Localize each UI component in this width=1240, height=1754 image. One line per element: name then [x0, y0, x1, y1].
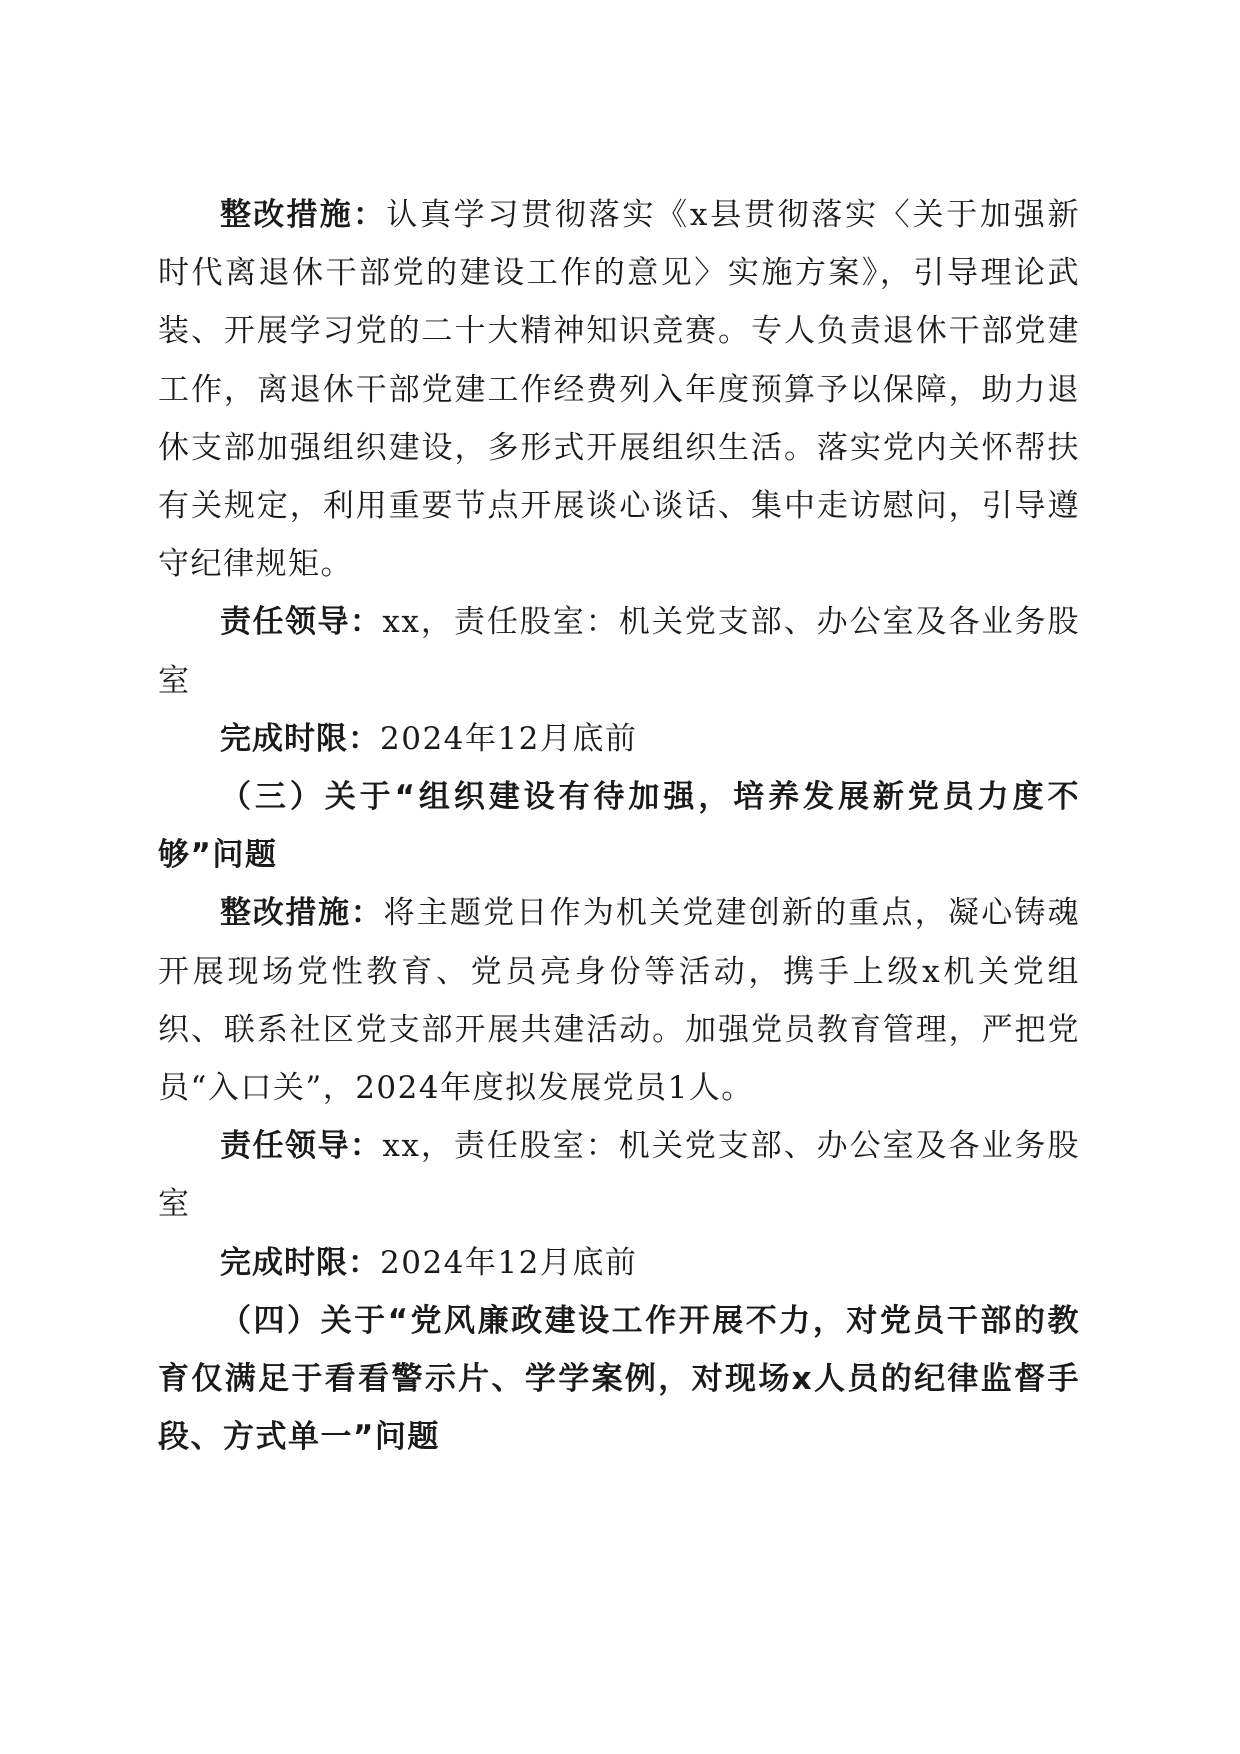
- deadline-text: 2024年12月底前: [380, 1244, 638, 1281]
- deadline-paragraph: [158, 1234, 1080, 1292]
- measures-paragraph: [158, 884, 1080, 1117]
- responsible-leader-label: 责任领导：: [220, 604, 383, 641]
- responsible-leader-paragraph: [158, 1117, 1080, 1233]
- responsible-leader-text: xx，责任股室：机关党支部、办公室及各业务股室: [158, 1128, 1080, 1223]
- section-heading-3: （三）关于“组织建设有待加强，培养发展新党员力度不够”问题: [158, 779, 1080, 874]
- measures-text: 认真学习贯彻落实《x县贯彻落实〈关于加强新时代离退休干部党的建设工作的意见〉实施方案》，引导理论武装、开展学习党的二十大精神知识竞赛。专人负责退休干部党建工作，离退休干部党建工作经费列入年度预算予以保障，助力退休支部加强组织建设，多形式开展组织生活。落实党内关怀帮扶有关规定，利用重要节点开展谈心谈话、集中走访慰问，引导遵守纪律规矩。: [158, 197, 1080, 583]
- responsible-leader-label: 责任领导：: [220, 1128, 383, 1165]
- deadline-label: 完成时限：: [220, 720, 380, 757]
- measures-label: 整改措施：: [220, 895, 384, 932]
- document-page: [158, 186, 1080, 1466]
- measures-paragraph: [158, 186, 1080, 593]
- measures-text: 将主题党日作为机关党建创新的重点，凝心铸魂开展现场党性教育、党员亮身份等活动，携手上级x机关党组织、联系社区党支部开展共建活动。加强党员教育管理，严把党员“入口关”，2024年度拟发展党员1人。: [158, 895, 1080, 1107]
- responsible-leader-text: xx，责任股室：机关党支部、办公室及各业务股室: [158, 604, 1080, 699]
- deadline-text: 2024年12月底前: [380, 720, 638, 757]
- deadline-label: 完成时限：: [220, 1244, 380, 1281]
- measures-label: 整改措施：: [220, 197, 387, 233]
- section-heading-4: （四）关于“党风廉政建设工作开展不力，对党员干部的教育仅满足于看看警示片、学学案例，对现场x人员的纪律监督手段、方式单一”问题: [158, 1302, 1080, 1456]
- deadline-paragraph: [158, 710, 1080, 768]
- responsible-leader-paragraph: [158, 593, 1080, 709]
